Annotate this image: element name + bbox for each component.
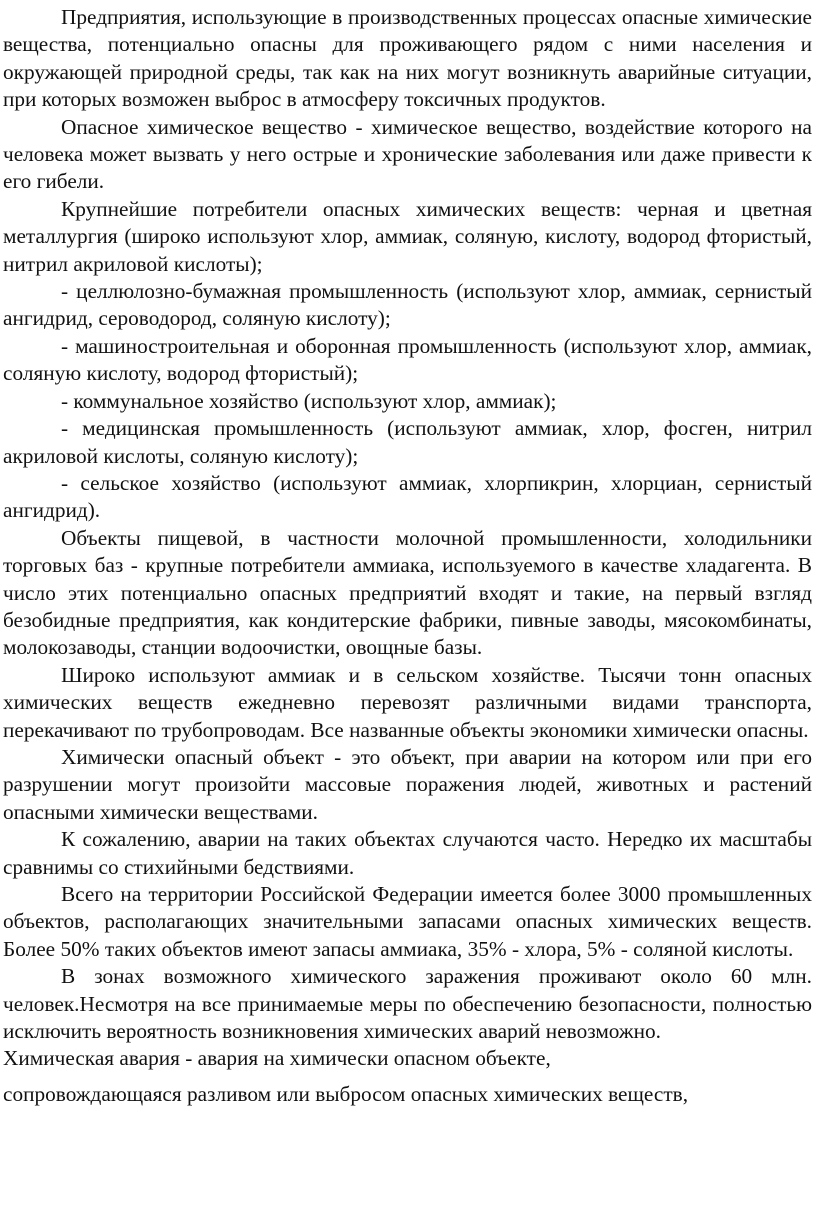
paragraph-chemical-accident-definition: Химическая авария - авария на химически опасном объекте, [3, 1046, 551, 1071]
list-item-agriculture: - сельское хозяйство (используют аммиак, хлорпикрин, хлорциан, сернистый ангидрид). [3, 470, 812, 523]
paragraph-enterprises: Предприятия, использующие в производственных процессах опасные химические вещества, потенциально опасны для проживающего рядом с ними населения и окружающей природной среды, так как на них могут возникнуть аварийные ситуации, при которых возможен выброс в атмосферу токсичных продуктов. [3, 5, 812, 112]
paragraph-largest-consumers: Крупнейшие потребители опасных химических веществ: черная и цветная металлургия (широко используют хлор, аммиак, соляную, кислоту, водород фтористый, нитрил акриловой кислоты); [3, 196, 812, 276]
list-item-pulp-paper: - целлюлозно-бумажная промышленность (используют хлор, аммиак, сернистый ангидрид, сероводород, соляную кислоту); [3, 279, 812, 331]
paragraph-ammonia-agriculture: Широко используют аммиак и в сельском хозяйстве. Тысячи тонн опасных химических веществ ежедневно перевозят различными видами транспорта, перекачивают по трубопроводам. Все названные объекты экономики химически опасны. [3, 662, 812, 742]
list-item-medical: - медицинская промышленность (используют аммиак, хлор, фосген, нитрил акриловой кислоты, соляную кислоту); [3, 416, 812, 468]
list-item-machine-building: - машиностроительная и оборонная промышленность (используют хлор, аммиак, соляную кислоту, водород фтористый); [3, 333, 812, 386]
list-item-utilities: - коммунальное хозяйство (используют хлор, аммиак); [61, 388, 557, 413]
paragraph-chemically-hazardous-object: Химически опасный объект - это объект, при аварии на котором или при его разрушении могут произойти массовые поражения людей, животных и растений опасными химически веществами. [3, 744, 812, 824]
paragraph-russia-statistics: Всего на территории Российской Федерации имеется более 3000 промышленных объектов, располагающих значительными запасами опасных химических веществ. Более 50% таких объектов имеют запасы аммиака, 35% - хлора, 5% - соляной кислоты. [3, 882, 812, 961]
paragraph-food-industry: Объекты пищевой, в частности молочной промышленности, холодильники торговых баз - крупные потребители аммиака, используемого в качестве хладагента. В число этих потенциально опасных предприятий входят и такие, на первый взгляд безобидные предприятия, как кондитерские фабрики, пивные заводы, мясокомбинаты, молокозаводы, станции водоочистки, овощные базы. [3, 525, 812, 660]
paragraph-accidents-frequency: К сожалению, аварии на таких объектах случаются часто. Нередко их масштабы сравнимы со стихийными бедствиями. [3, 827, 812, 879]
paragraph-chemical-accident-continuation: сопровождающаяся разливом или выбросом опасных химических веществ, [3, 1081, 689, 1106]
paragraph-hazardous-substance-definition: Опасное химическое вещество - химическое вещество, воздействие которого на человека может вызвать у него острые и хронические заболевания или даже привести к его гибели. [3, 114, 812, 194]
paragraph-contamination-zones: В зонах возможного химического заражения проживают около 60 млн. человек.Несмотря на все принимаемые меры по обеспечению безопасности, полностью исключить вероятность возникновения химических аварий невозможно. [3, 964, 812, 1044]
